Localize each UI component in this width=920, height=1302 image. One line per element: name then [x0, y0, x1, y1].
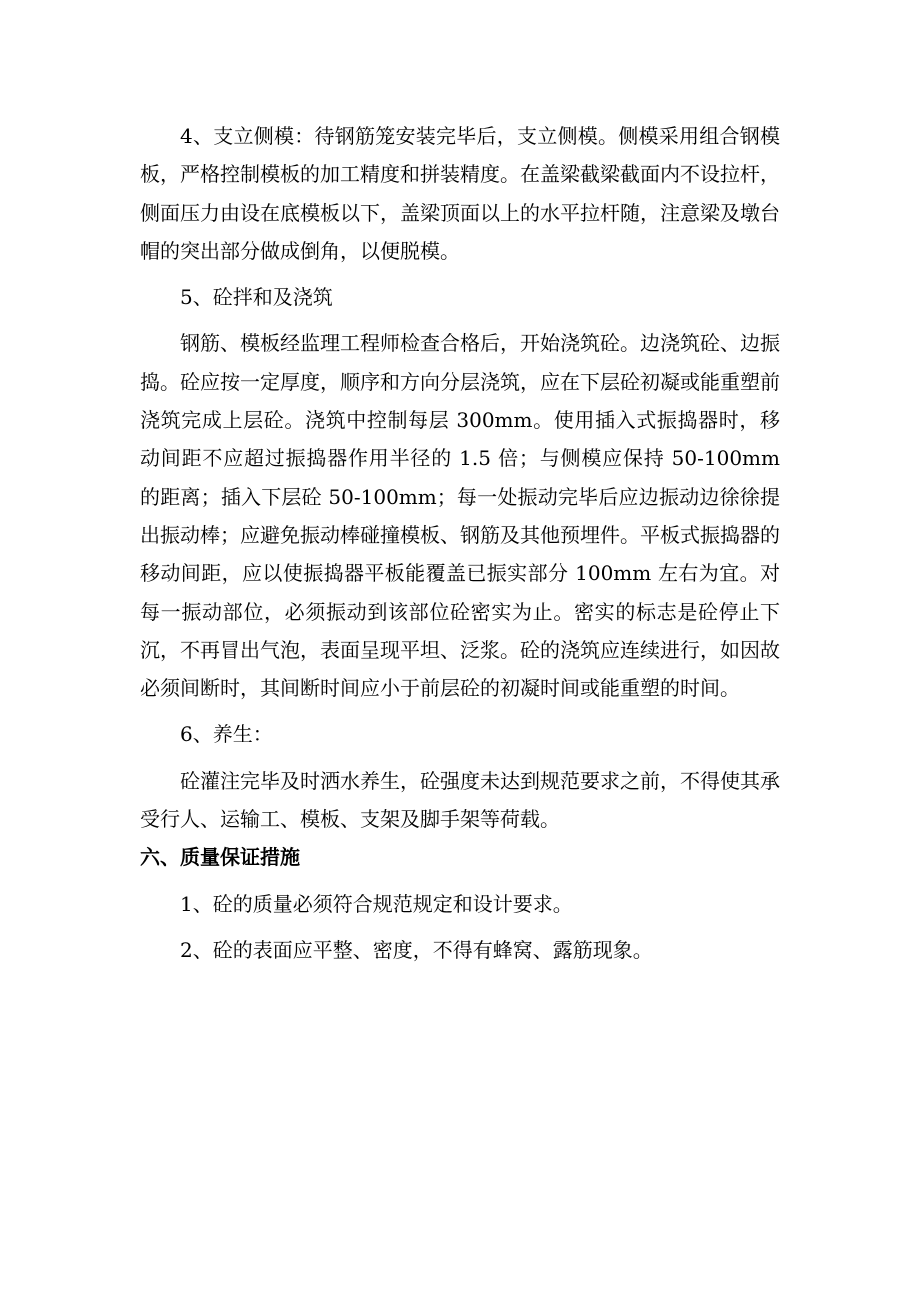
document-body	[140, 117, 780, 969]
paragraph-mixing-title: 5、砼拌和及浇筑	[180, 285, 333, 310]
quality-item: 2、砼的表面应平整、密度，不得有蜂窝、露筋现象。	[180, 937, 653, 962]
quality-item: 1、砼的质量必须符合规范规定和设计要求。	[180, 891, 573, 916]
paragraph-curing-title: 6、养生：	[180, 722, 273, 747]
paragraph-side-formwork: 4、支立侧模：待钢筋笼安装完毕后，支立侧模。侧模采用组合钢模板，严格控制模板的加工精度和拼装精度。在盖梁截梁截面内不设拉杆，侧面压力由设在底模板以下，盖梁顶面以上的水平拉杆随，注意梁及墩台帽的突出部分做成倒角，以便脱模。	[140, 124, 780, 263]
paragraph-pouring: 钢筋、模板经监理工程师检查合格后，开始浇筑砼。边浇筑砼、边振捣。砼应按一定厚度，顺序和方向分层浇筑，应在下层砼初凝或能重塑前浇筑完成上层砼。浇筑中控制每层 300mm。使用插入式振捣器时，移动间距不应超过振捣器作用半径的 1.5 倍；与侧模应保持 50-100mm 的距离；插入下层砼 50-100mm；每一处振动完毕后应边振动边徐徐提出振动棒；应避免振动棒碰撞模板、钢筋及其他预埋件。平板式振捣器的移动间距，应以使振捣器平板能覆盖已振实部分 100mm 左右为宜。对每一振动部位，必须振动到该部位砼密实为止。密实的标志是砼停止下沉，不再冒出气泡，表面呈现平坦、泛浆。砼的浇筑应连续进行，如因故必须间断时，其间断时间应小于前层砼的初凝时间或能重塑的时间。	[140, 331, 780, 701]
section-heading: 六、质量保证措施	[140, 845, 300, 870]
paragraph-curing: 砼灌注完毕及时洒水养生，砼强度未达到规范要求之前，不得使其承受行人、运输工、模板、支架及脚手架等荷载。	[140, 768, 780, 832]
